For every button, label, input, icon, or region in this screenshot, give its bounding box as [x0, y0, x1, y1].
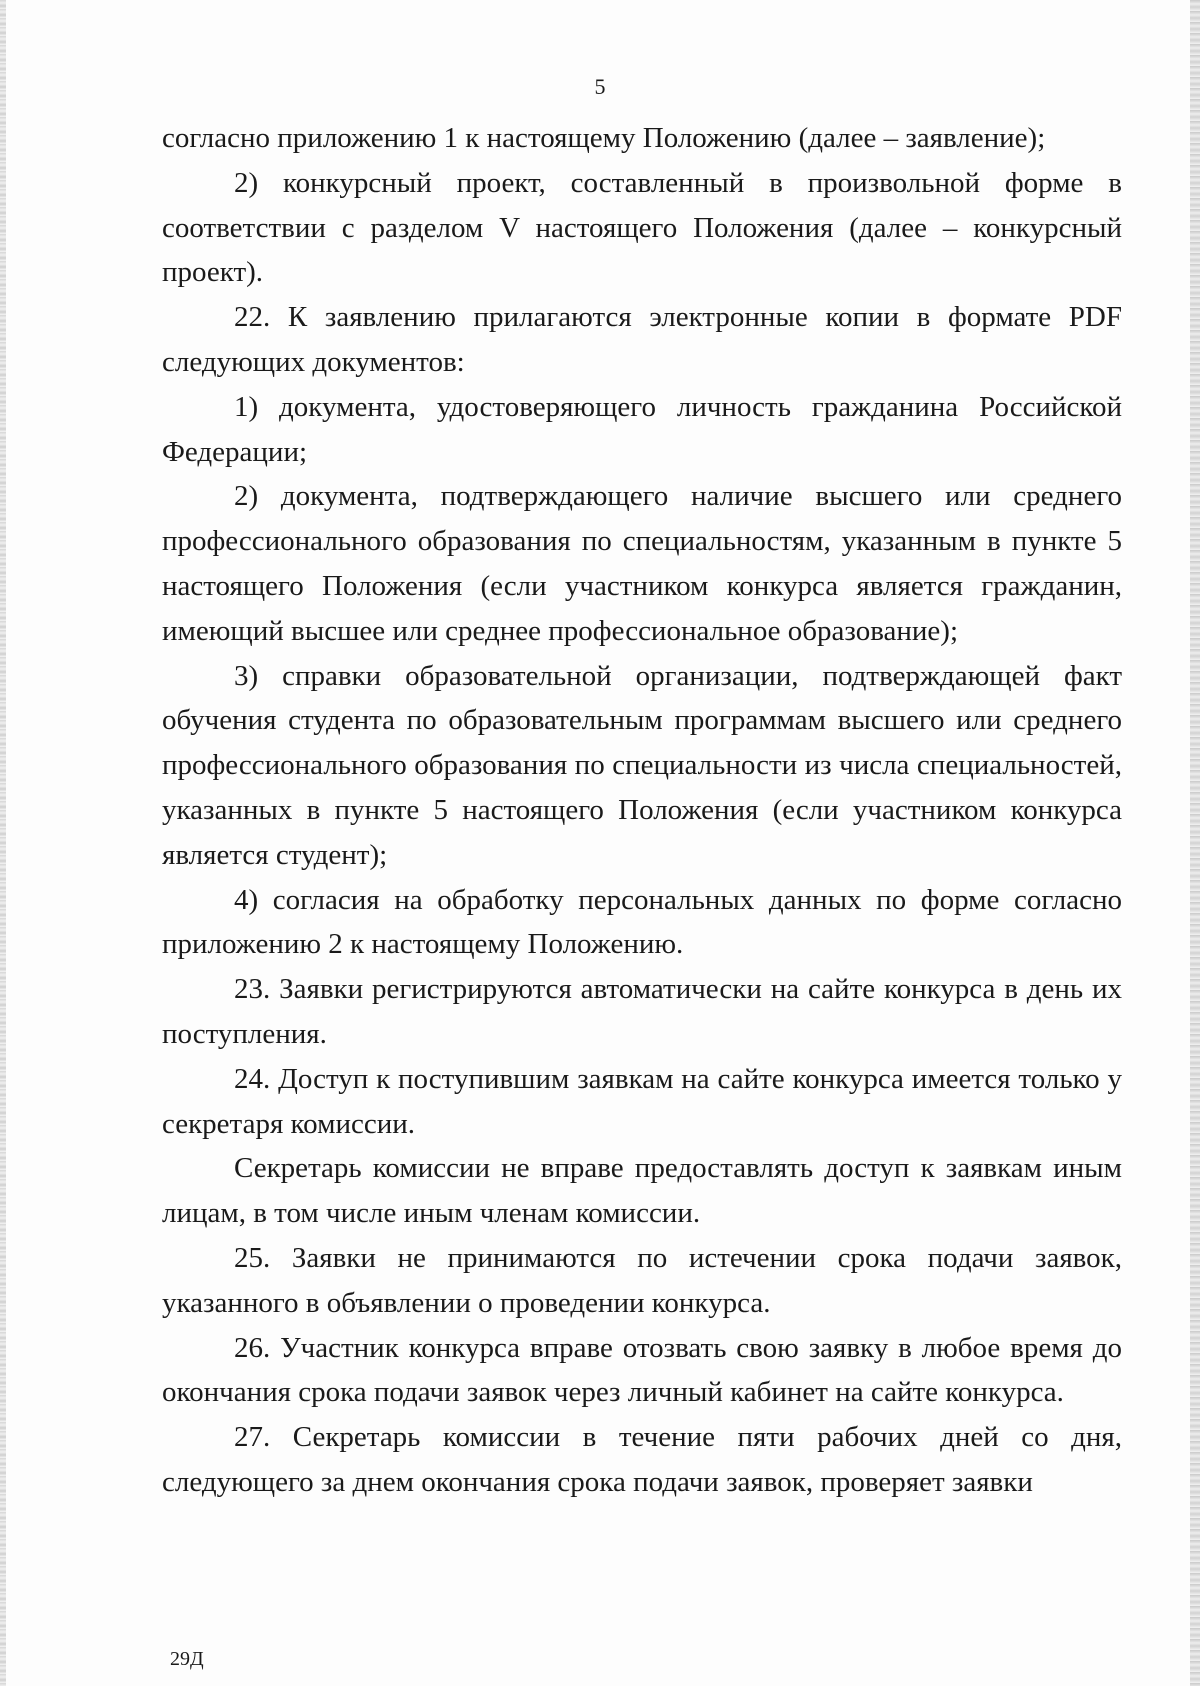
paragraph: 2) документа, подтверждающего наличие высшего или среднего профессионального образования по специальностям, указанным в пункте 5 настоящего Положения (если участником конкурса является гражданин, имеющий высшее или среднее профессиональное образование); — [162, 480, 1122, 647]
paragraph: 24. Доступ к поступившим заявкам на сайте конкурса имеется только у секретаря комиссии. — [162, 1062, 1122, 1140]
scan-edge-left — [0, 0, 6, 1686]
paragraph: 25. Заявки не принимаются по истечении срока подачи заявок, указанного в объявлении о проведении конкурса. — [162, 1241, 1122, 1319]
paragraph: 23. Заявки регистрируются автоматически на сайте конкурса в день их поступления. — [162, 973, 1122, 1050]
scan-edge-right — [1190, 0, 1200, 1686]
paragraph: 27. Секретарь комиссии в течение пяти рабочих дней со дня, следующего за днем окончания срока подачи заявок, проверяет заявки — [162, 1421, 1122, 1498]
paragraph: 2) конкурсный проект, составленный в произвольной форме в соответствии с разделом V настоящего Положения (далее – конкурсный проект). — [162, 166, 1122, 289]
paragraph: 22. К заявлению прилагаются электронные копии в формате PDF следующих документов: — [162, 301, 1122, 378]
paragraph: 1) документа, удостоверяющего личность гражданина Российской Федерации; — [162, 390, 1122, 468]
paragraph-continuation: согласно приложению 1 к настоящему Положению (далее – заявление); — [162, 122, 1046, 154]
paragraph: 3) справки образовательной организации, подтверждающей факт обучения студента по образовательным программам высшего или среднего профессионального образования по специальности из числа специальностей, указанных в пункте 5 настоящего Положения (если участником конкурса является студент); — [162, 659, 1122, 871]
paragraph: Секретарь комиссии не вправе предоставлять доступ к заявкам иным лицам, в том числе иным членам комиссии. — [162, 1152, 1122, 1230]
paragraph: 26. Участник конкурса вправе отозвать свою заявку в любое время до окончания срока подачи заявок через личный кабинет на сайте конкурса. — [162, 1331, 1122, 1409]
paragraph: 4) согласия на обработку персональных данных по форме согласно приложению 2 к настоящему Положению. — [162, 883, 1122, 961]
document-body — [162, 116, 1122, 1505]
page-number: 5 — [594, 74, 606, 99]
document-code: 29Д — [170, 1648, 204, 1670]
